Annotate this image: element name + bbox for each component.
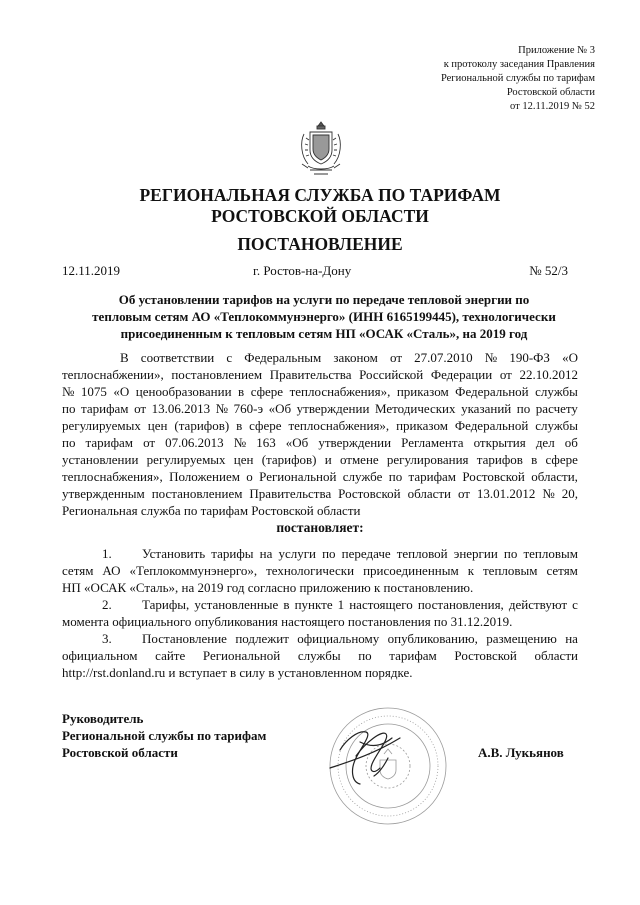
org-title-line2: РОСТОВСКОЙ ОБЛАСТИ	[211, 206, 429, 226]
word: установлении	[62, 452, 139, 467]
word: цен	[147, 418, 168, 433]
word: Постановление	[142, 631, 227, 646]
word: по	[358, 648, 372, 663]
subject-line: тепловым сетям АО «Теплокоммунэнерго» (ИНН 6165199445), технологически	[92, 309, 556, 324]
word: законом	[333, 350, 378, 365]
word: Правительства	[269, 367, 352, 382]
word: от	[143, 435, 156, 450]
preamble-line	[62, 400, 578, 417]
subject-line: Об установлении тарифов на услуги по передаче тепловой энергии по	[118, 292, 530, 307]
word: тарифам	[81, 401, 129, 416]
word: Федеральной	[455, 384, 529, 399]
item-line	[62, 647, 578, 664]
document-type: ПОСТАНОВЛЕНИЕ	[237, 234, 403, 254]
word: по	[388, 469, 403, 484]
word: «Теплокоммунэнерго»,	[129, 563, 258, 578]
word: «Об	[268, 401, 292, 416]
word: официальному	[297, 631, 380, 646]
word: тепловым	[523, 546, 578, 561]
word: установленные	[194, 597, 279, 612]
word: «Об	[285, 435, 309, 450]
word: 1	[337, 597, 345, 612]
preamble-line	[62, 417, 578, 434]
word: тарифов	[476, 452, 523, 467]
word: услуги	[278, 546, 316, 561]
word: от	[499, 367, 512, 382]
appendix-line: к протоколу заседания Правления	[443, 59, 595, 70]
word: регулирования	[386, 452, 469, 467]
word: сфере	[249, 418, 282, 433]
word: присоединенным	[363, 563, 459, 578]
word: 07.06.2013	[165, 435, 224, 450]
signer-title-line: Ростовской области	[62, 745, 178, 760]
word: Ростовской	[338, 486, 401, 501]
word: тарифам	[389, 648, 437, 663]
word: цен	[233, 452, 254, 467]
word: №	[484, 350, 498, 365]
item-line: http://rst.donland.ru и вступает в силу в установленном порядке.	[62, 665, 413, 680]
word: приказом	[396, 384, 449, 399]
appendix-line: от 12.11.2019 № 52	[510, 101, 595, 112]
word: об	[564, 435, 578, 450]
word: пункте	[294, 597, 333, 612]
word: №	[215, 401, 229, 416]
word: по	[62, 401, 76, 416]
word: АО	[102, 563, 121, 578]
word: 190-ФЗ	[509, 350, 550, 365]
word: «О	[113, 384, 130, 399]
item-text	[142, 630, 578, 647]
word: сфере	[545, 452, 578, 467]
word: тепловой	[396, 546, 448, 561]
preamble-line	[62, 451, 578, 468]
word: области	[407, 486, 452, 501]
word: в	[531, 452, 538, 467]
word: от	[134, 401, 147, 416]
word: опубликованию,	[387, 631, 478, 646]
word: от	[390, 350, 403, 365]
word: в	[236, 418, 243, 433]
decides-heading: постановляет:	[276, 520, 364, 535]
word: Положением	[169, 469, 240, 484]
word: указаний	[461, 401, 512, 416]
item-line: момента официального опубликования настоящего постановления по 31.12.2019.	[62, 614, 513, 629]
word: утвержденным	[62, 486, 145, 501]
word: Региональной	[259, 469, 337, 484]
word: постановлением	[151, 486, 243, 501]
signer-name: А.В. Лукьянов	[478, 745, 564, 760]
word: передаче	[341, 546, 391, 561]
word: Правительства	[249, 486, 332, 501]
word: сетям	[62, 563, 94, 578]
word: Региональной	[202, 648, 281, 663]
preamble-line	[62, 434, 578, 451]
signer-title-line: Руководитель	[62, 711, 144, 726]
word: Российской	[359, 367, 424, 382]
subject-line: присоединенным к тепловым сетям НП «ОСАК «Сталь», на 2019 год	[120, 326, 528, 341]
word: по	[322, 546, 336, 561]
signer-title-line: Региональной службы по тарифам	[62, 728, 267, 743]
word: теплоснабжении»,	[62, 367, 164, 382]
word: официальном	[62, 648, 138, 663]
word: области,	[531, 469, 578, 484]
word: Методических	[374, 401, 456, 416]
word: «О	[562, 350, 578, 365]
word: службе	[342, 469, 383, 484]
word: Ростовской	[454, 648, 517, 663]
word: Федерации	[430, 367, 493, 382]
official-seal-icon	[300, 686, 450, 836]
appendix-note	[441, 44, 595, 114]
word: теплоснабжения»,	[288, 418, 390, 433]
preamble-line: Региональная служба по тарифам Ростовской области	[62, 503, 361, 518]
word: Федеральным	[244, 350, 322, 365]
word: приказом	[396, 418, 448, 433]
signer-title	[62, 710, 266, 761]
coat-of-arms-icon	[296, 118, 346, 178]
word: службы	[535, 384, 578, 399]
word: о	[246, 469, 253, 484]
word: Ростовской	[462, 469, 525, 484]
word: 13.01.2012	[476, 486, 536, 501]
word: с	[572, 597, 578, 612]
word: подлежит	[235, 631, 289, 646]
word: размещению	[486, 631, 557, 646]
word: сетям	[546, 563, 578, 578]
appendix-line: Региональной службы по тарифам	[440, 73, 595, 84]
word: на	[565, 631, 578, 646]
word: соответствии	[140, 350, 215, 365]
word: теплоснабжения»,	[289, 384, 391, 399]
word: и	[324, 452, 332, 467]
document-date: 12.11.2019	[62, 263, 121, 278]
item-line	[62, 545, 578, 562]
word: отмене	[339, 452, 379, 467]
word: в	[238, 384, 245, 399]
preamble-line	[62, 366, 578, 383]
item-number: 3.	[102, 631, 112, 646]
word: постановления,	[417, 597, 504, 612]
word: утверждении	[296, 401, 370, 416]
resolution-items	[62, 545, 578, 681]
word: 1075	[80, 384, 107, 399]
word: по	[62, 435, 76, 450]
word: тарифам	[408, 469, 457, 484]
document-city: г. Ростов-на-Дону	[253, 263, 352, 278]
appendix-line: Ростовской области	[506, 87, 595, 98]
item-number: 2.	[102, 597, 112, 612]
word: 760-э	[233, 401, 264, 416]
word: службы	[297, 648, 341, 663]
word: №	[62, 384, 75, 399]
item-line	[62, 562, 578, 579]
preamble-line	[62, 468, 578, 485]
org-title-line1: РЕГИОНАЛЬНАЯ СЛУЖБА ПО ТАРИФАМ	[139, 185, 501, 205]
preamble-line	[62, 485, 578, 502]
document-number: № 52/3	[529, 263, 568, 278]
word: теплоснабжения»,	[62, 469, 163, 484]
word: с	[226, 350, 233, 365]
word: 22.10.2012	[519, 367, 578, 382]
word: №	[542, 486, 555, 501]
word: №	[233, 435, 247, 450]
word: области	[534, 648, 578, 663]
word: Установить	[142, 546, 206, 561]
word: службы	[535, 418, 578, 433]
word: сайте	[155, 648, 186, 663]
item-text	[142, 596, 578, 613]
word: тарифам	[85, 435, 134, 450]
word: действуют	[508, 597, 568, 612]
item-line	[62, 596, 578, 613]
document-subject	[68, 291, 580, 342]
item-number: 1.	[102, 546, 112, 561]
word: утверждении	[318, 435, 392, 450]
word: 27.07.2010	[414, 350, 473, 365]
word: дел	[535, 435, 555, 450]
word: энергии	[453, 546, 498, 561]
word: 163	[256, 435, 276, 450]
word: к	[467, 563, 475, 578]
item-line: НП «ОСАК «Сталь», на 2019 год согласно приложению к постановлению.	[62, 580, 474, 595]
word: постановлением	[171, 367, 263, 382]
word: регулируемых	[146, 452, 226, 467]
word: ценообразовании	[135, 384, 232, 399]
word: по	[503, 546, 518, 561]
word: Тарифы,	[142, 597, 190, 612]
word: от	[457, 486, 470, 501]
preamble-paragraph	[62, 349, 578, 519]
word: 20,	[561, 486, 578, 501]
word: сфере	[250, 384, 284, 399]
item-line	[62, 630, 578, 647]
word: Федеральной	[454, 418, 529, 433]
word: 13.06.2013	[151, 401, 211, 416]
word: по	[516, 401, 531, 416]
word: тарифы	[211, 546, 254, 561]
word: в	[283, 597, 290, 612]
word: настоящего	[349, 597, 413, 612]
word: (тарифов)	[174, 418, 230, 433]
word: тепловым	[483, 563, 538, 578]
word: технологически	[266, 563, 355, 578]
word: расчету	[535, 401, 578, 416]
word: на	[259, 546, 273, 561]
word: В	[120, 350, 129, 365]
preamble-line	[62, 349, 578, 366]
preamble-line	[62, 383, 578, 400]
word: регулируемых	[62, 418, 141, 433]
item-text	[142, 545, 578, 562]
word: открытия	[473, 435, 526, 450]
word: Регламента	[401, 435, 464, 450]
word: (тарифов)	[261, 452, 317, 467]
appendix-line: Приложение № 3	[518, 45, 595, 56]
